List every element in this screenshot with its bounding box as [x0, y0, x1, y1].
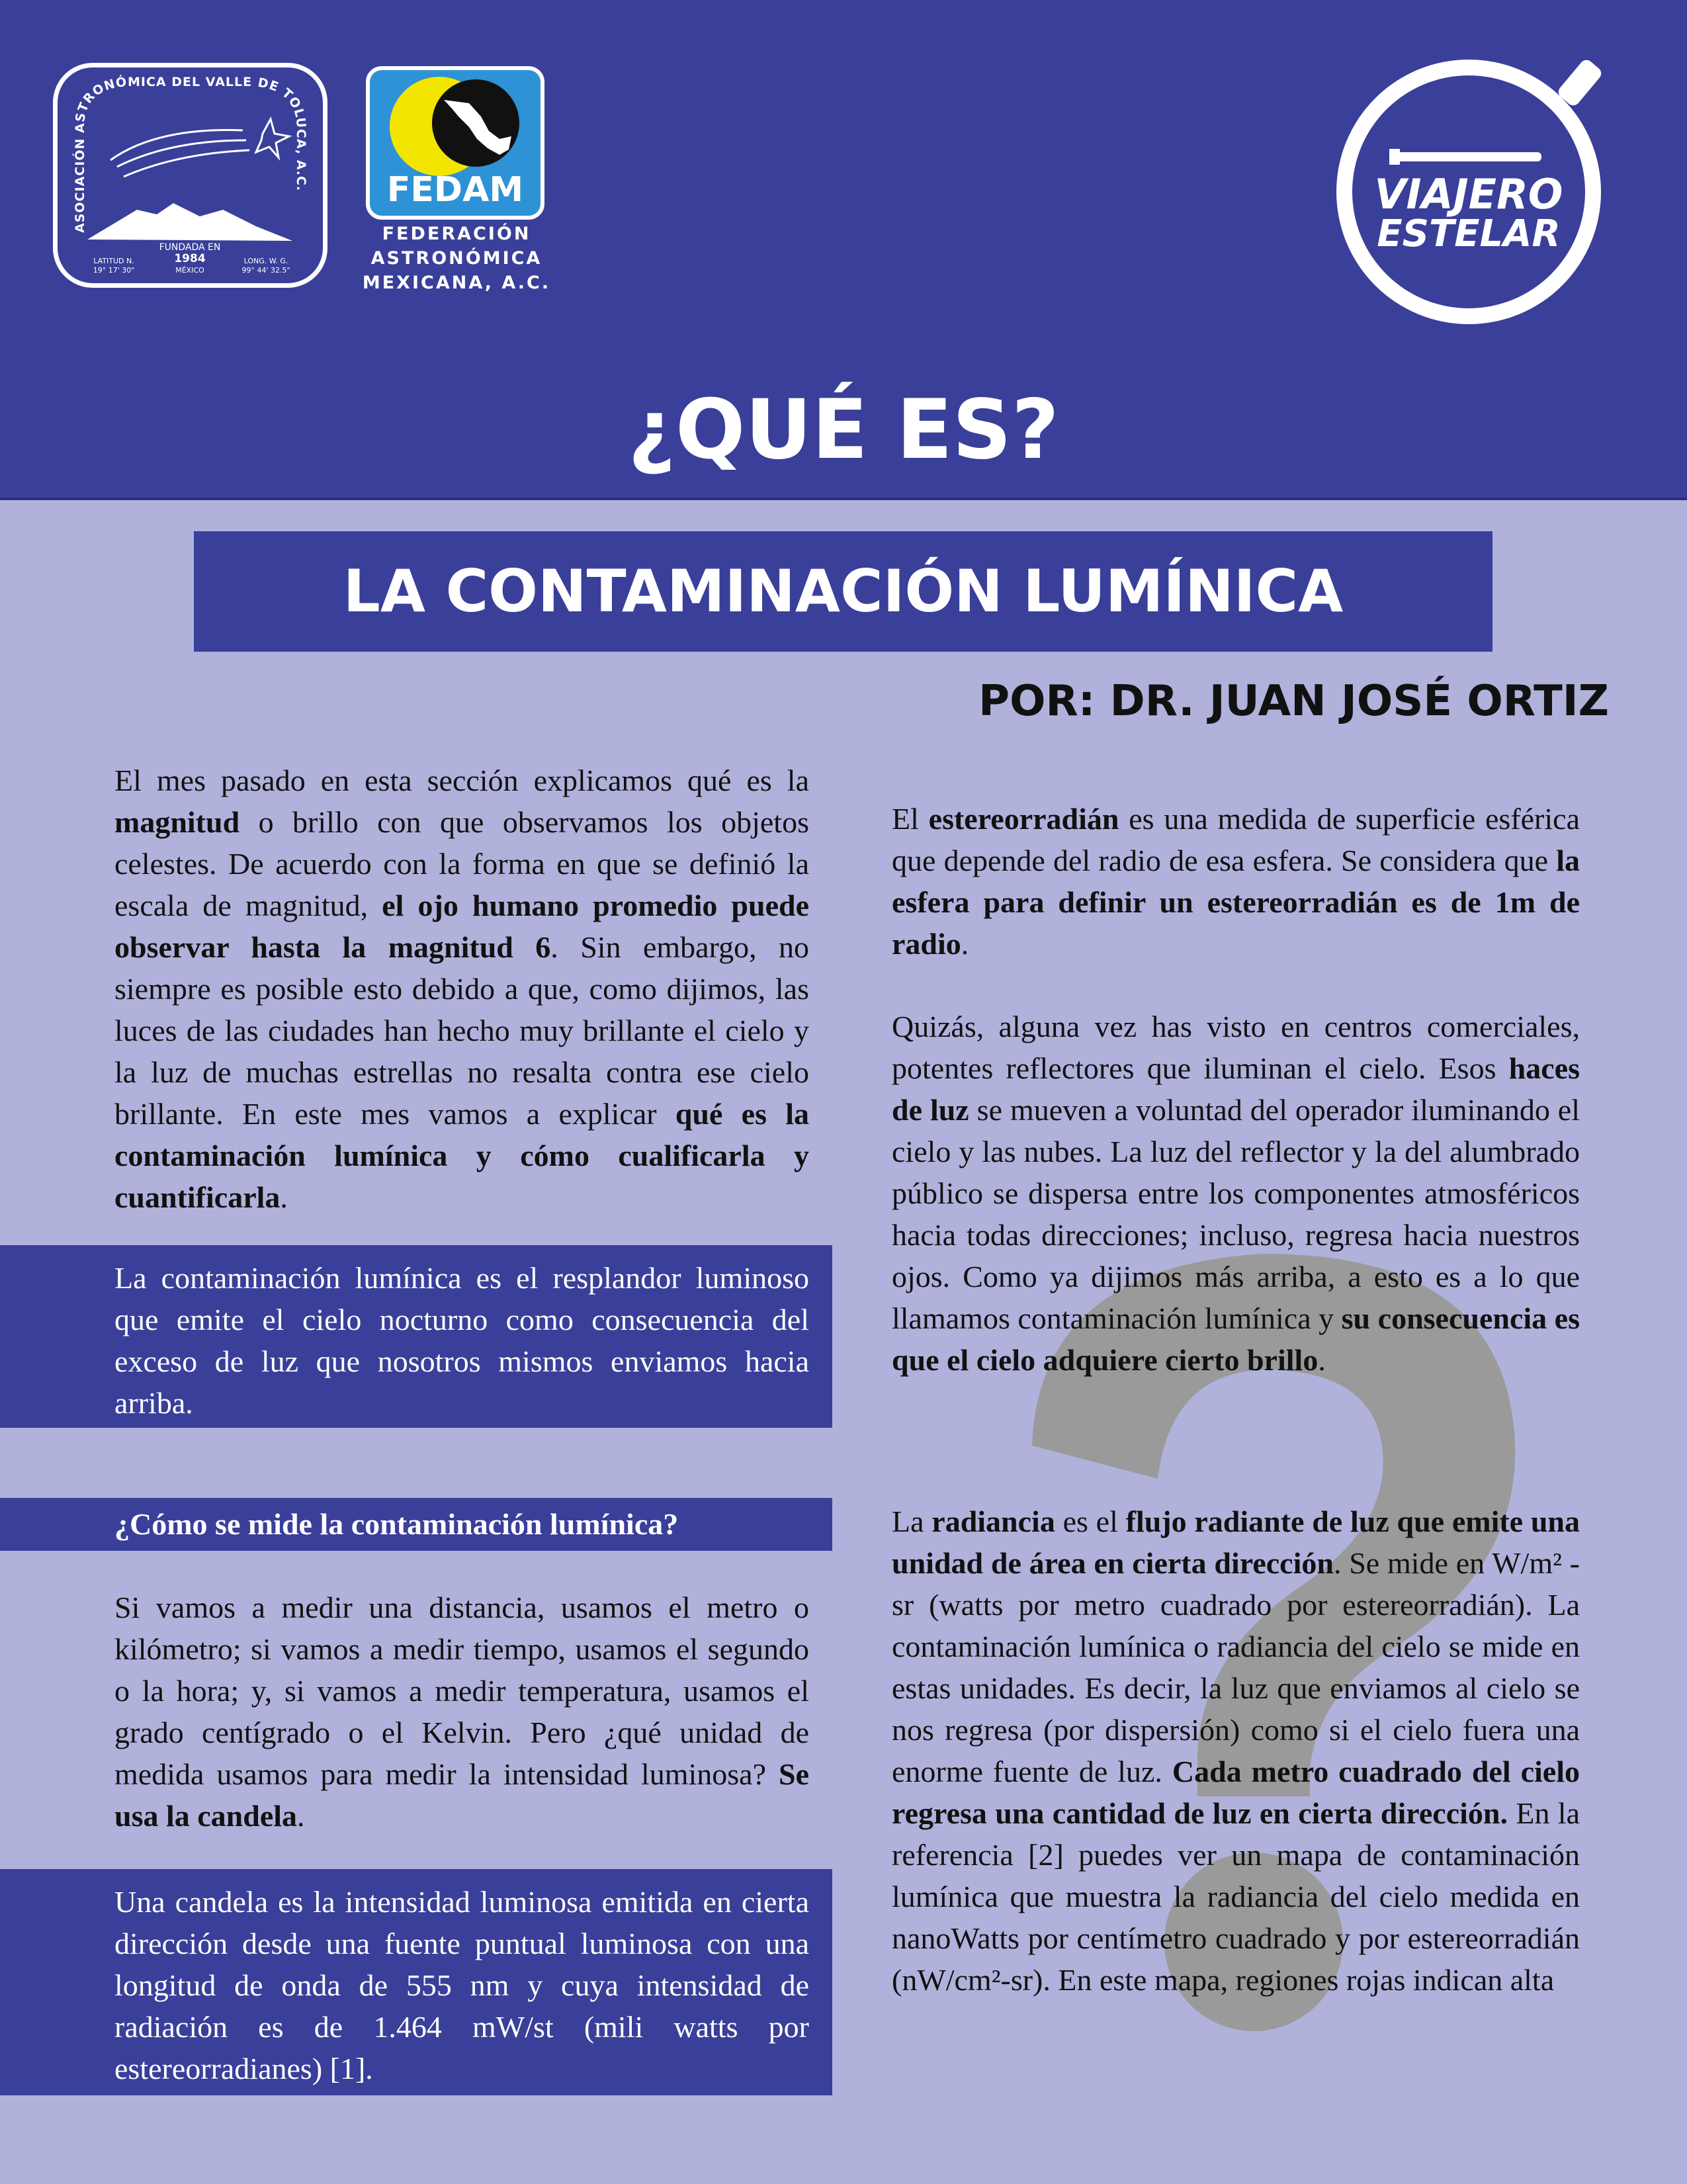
fedam-logo: [366, 66, 544, 220]
text-run: es una medida de superficie esférica que depende del radio de esa esfera. Se considera que: [892, 802, 1580, 877]
text-bold: Cada metro cuadrado del cielo regresa una cantidad de luz en cierta dirección.: [892, 1755, 1580, 1830]
fedam-caption-line: ASTRONÓMICA: [370, 248, 542, 269]
byline: POR: DR. JUAN JOSÉ ORTIZ: [978, 677, 1609, 726]
text-run: .: [280, 1180, 288, 1214]
longitude-label: LONG. W. G.: [243, 257, 288, 265]
latitude-label: LATITUD N.: [93, 257, 134, 265]
text-run: En la referencia [2] puedes ver un mapa de contaminación lumínica que muestra la radiancia del cielo medida en nanoWatts por centímetro cuadrado y por estereorradián (nW/cm²-sr). En este mapa, regiones rojas indican alta: [892, 1796, 1580, 1997]
right-paragraph-2: [892, 1006, 1580, 1381]
viajero-estelar-logo: [1323, 46, 1614, 337]
question-heading-box: [0, 1498, 832, 1551]
candela-definition-box: [0, 1869, 832, 2095]
page-title: ¿QUÉ ES?: [628, 382, 1059, 478]
latitude-value: 19° 17' 30": [93, 266, 135, 275]
fedam-caption-line: FEDERACIÓN: [382, 224, 531, 244]
left-paragraph-1: [114, 760, 809, 1218]
text-run: se mueven a voluntad del operador iluminando el cielo y las nubes. La luz del reflector y la del alumbrado público se dispersa entre los componentes atmosféricos hacia todas direcciones; incluso, regresa hacia nuestros ojos. Como ya dijimos más arriba, a esto es a lo que llamamos contaminación lumínica y: [892, 1093, 1580, 1335]
text-run: .: [961, 927, 969, 961]
text-run: . Se mide en W/m² -sr (watts por metro cuadrado por estereorradián). La contaminación lumínica o radiancia del cielo se mide en estas unidades. Es decir, la luz que enviamos al cielo se nos regresa (por dispersión) como si el cielo fuera una enorme fuente de luz.: [892, 1546, 1580, 1788]
text-bold: haces de luz: [892, 1051, 1580, 1127]
candela-definition-text: Una candela es la intensidad luminosa emitida en cierta dirección desde una fuente puntual luminosa con una longitud de onda de 555 nm y cuya intensidad de radiación es de 1.464 mW/st (mili watts por estereorradianes) [1].: [114, 1885, 809, 2085]
founded-label: FUNDADA EN: [159, 242, 221, 253]
text-bold: Se usa la candela: [114, 1757, 809, 1833]
text-run: . Sin embargo, no siempre es posible esto debido a que, como dijimos, las luces de las ciudades han hecho muy brillante el cielo y la luz de muchas estrellas no resalta contra ese cielo brillante. En este mes vamos a explicar: [114, 930, 809, 1131]
volcano-icon: [87, 203, 292, 241]
comet-icon: [110, 119, 289, 177]
question-heading-text: ¿Cómo se mide la contaminación lumínica?: [114, 1507, 679, 1541]
text-bold: su consecuencia es que el cielo adquiere cierto brillo: [892, 1301, 1580, 1377]
founded-year: 1984: [174, 252, 206, 265]
definition-text: La contaminación lumínica es el resplandor luminoso que emite el cielo nocturno como consecuencia del exceso de luz que nosotros mismos enviamos hacia arriba.: [114, 1261, 809, 1420]
viajero-emblem: [1323, 46, 1614, 337]
fedam-acronym: FEDAM: [386, 170, 524, 210]
text-run: La: [892, 1505, 932, 1538]
text-bold: estereorradián: [928, 802, 1119, 836]
text-bold: qué es la contaminación lumínica y cómo cualificarla y cuantificarla: [114, 1097, 809, 1214]
association-logo: [53, 63, 327, 288]
right-paragraph-1: [892, 798, 1580, 965]
text-run: .: [297, 1799, 305, 1833]
text-bold: magnitud: [114, 805, 240, 839]
header-banner: [0, 0, 1687, 500]
fedam-caption-line: MEXICANA, A.C.: [362, 273, 551, 293]
association-ring-text: ASOCIACIÓN ASTRONÓMICA DEL VALLE DE TOLUCA, A.C.: [73, 75, 309, 233]
text-run: El mes pasado en esta sección explicamos qué es la: [114, 764, 809, 797]
viajero-line1: VIAJERO: [1374, 170, 1563, 218]
text-bold: radiancia: [931, 1505, 1055, 1538]
text-run: o brillo con que observamos los objetos celestes. De acuerdo con la forma en que se definió la escala de magnitud,: [114, 805, 809, 922]
text-run: El: [892, 802, 929, 836]
text-bold: el ojo humano promedio puede observar hasta la magnitud 6: [114, 889, 810, 964]
text-run: Si vamos a medir una distancia, usamos el metro o kilómetro; si vamos a medir tiempo, usamos el segundo o la hora; y, si vamos a medir temperatura, usamos el grado centígrado o el Kelvin. Pero ¿qué unidad de medida usamos para medir la intensidad luminosa?: [114, 1591, 809, 1791]
viajero-line2: ESTELAR: [1377, 212, 1561, 255]
fedam-emblem: [370, 70, 541, 216]
text-bold: la esfera para definir un estereorradián es de 1m de radio: [892, 844, 1580, 961]
text-run: .: [1318, 1343, 1326, 1377]
left-paragraph-2: [114, 1587, 809, 1837]
text-bold: flujo radiante de luz que emite una unidad de área en cierta dirección: [892, 1505, 1580, 1580]
article-subtitle: LA CONTAMINACIÓN LUMÍNICA: [343, 557, 1344, 625]
text-run: Quizás, alguna vez has visto en centros comerciales, potentes reflectores que iluminan el cielo. Esos: [892, 1010, 1580, 1085]
right-paragraph-3: [892, 1501, 1580, 2001]
founded-place: MÉXICO: [175, 266, 204, 275]
svg-text:ASOCIACIÓN ASTRONÓMICA DEL VAL: [71, 73, 308, 233]
text-run: es el: [1055, 1505, 1126, 1538]
definition-box: [0, 1245, 832, 1428]
question-heading: [114, 1503, 809, 1545]
association-emblem: [58, 67, 323, 283]
longitude-value: 99° 44' 32.5": [241, 266, 290, 275]
fedam-caption: [351, 222, 562, 295]
